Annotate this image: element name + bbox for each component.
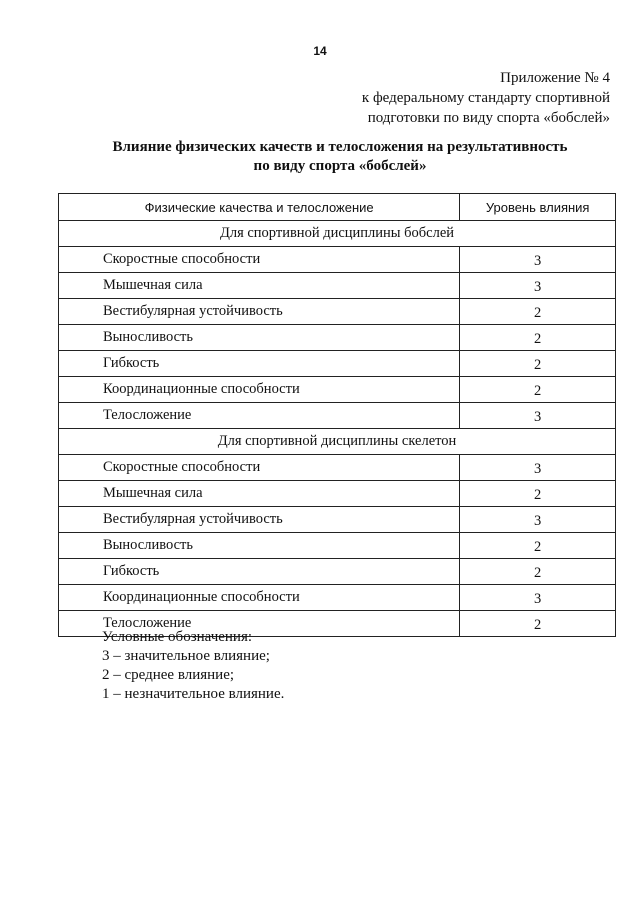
level-cell: 2	[460, 611, 616, 637]
table-row	[59, 559, 616, 585]
table-row	[59, 585, 616, 611]
level-cell: 2	[460, 351, 616, 377]
table-row	[59, 533, 616, 559]
qualities-table	[58, 193, 616, 637]
document-title	[0, 138, 640, 176]
level-cell: 2	[460, 377, 616, 403]
section-title-skeleton: Для спортивной дисциплины скелетон	[59, 429, 616, 455]
level-cell: 3	[460, 507, 616, 533]
appendix-line: Приложение № 4	[500, 70, 610, 86]
title-line: по виду спорта «бобслей»	[253, 158, 427, 174]
legend-item: 2 – среднее влияние;	[102, 667, 235, 683]
level-cell: 3	[460, 273, 616, 299]
quality-cell: Мышечная сила	[59, 273, 460, 299]
table-header-row	[59, 194, 616, 221]
level-cell: 2	[460, 559, 616, 585]
appendix-line: подготовки по виду спорта «бобслей»	[367, 110, 610, 126]
table-row	[59, 481, 616, 507]
table-row	[59, 247, 616, 273]
table-row	[59, 273, 616, 299]
section-row	[59, 429, 616, 455]
table-row	[59, 455, 616, 481]
level-cell: 2	[460, 533, 616, 559]
legend-title: Условные обозначения:	[102, 629, 253, 645]
column-header-quality: Физические качества и телосложение	[59, 194, 460, 221]
quality-cell: Координационные способности	[59, 377, 460, 403]
table-row	[59, 351, 616, 377]
level-cell: 3	[460, 247, 616, 273]
table-row	[59, 403, 616, 429]
quality-cell: Выносливость	[59, 325, 460, 351]
appendix-header	[362, 68, 610, 128]
quality-cell: Вестибулярная устойчивость	[59, 299, 460, 325]
quality-cell: Гибкость	[59, 351, 460, 377]
section-row	[59, 221, 616, 247]
quality-cell: Скоростные способности	[59, 455, 460, 481]
quality-cell: Телосложение	[59, 611, 460, 637]
table-row	[59, 377, 616, 403]
appendix-line: к федеральному стандарту спортивной	[361, 90, 610, 106]
level-cell: 3	[460, 403, 616, 429]
page-number: 14	[313, 44, 327, 58]
quality-cell: Гибкость	[59, 559, 460, 585]
legend-item: 1 – незначительное влияние.	[102, 686, 285, 702]
table-row	[59, 299, 616, 325]
quality-cell: Координационные способности	[59, 585, 460, 611]
quality-cell: Скоростные способности	[59, 247, 460, 273]
legend-item: 3 – значительное влияние;	[102, 648, 270, 664]
column-header-level: Уровень влияния	[460, 194, 616, 221]
level-cell: 2	[460, 325, 616, 351]
quality-cell: Выносливость	[59, 533, 460, 559]
table-row	[59, 507, 616, 533]
level-cell: 3	[460, 585, 616, 611]
legend	[102, 628, 284, 704]
section-title-bobsleigh: Для спортивной дисциплины бобслей	[59, 221, 616, 247]
level-cell: 2	[460, 481, 616, 507]
level-cell: 3	[460, 455, 616, 481]
quality-cell: Мышечная сила	[59, 481, 460, 507]
quality-cell: Вестибулярная устойчивость	[59, 507, 460, 533]
quality-cell: Телосложение	[59, 403, 460, 429]
table-row	[59, 325, 616, 351]
level-cell: 2	[460, 299, 616, 325]
title-line: Влияние физических качеств и телосложения на результативность	[112, 139, 568, 155]
